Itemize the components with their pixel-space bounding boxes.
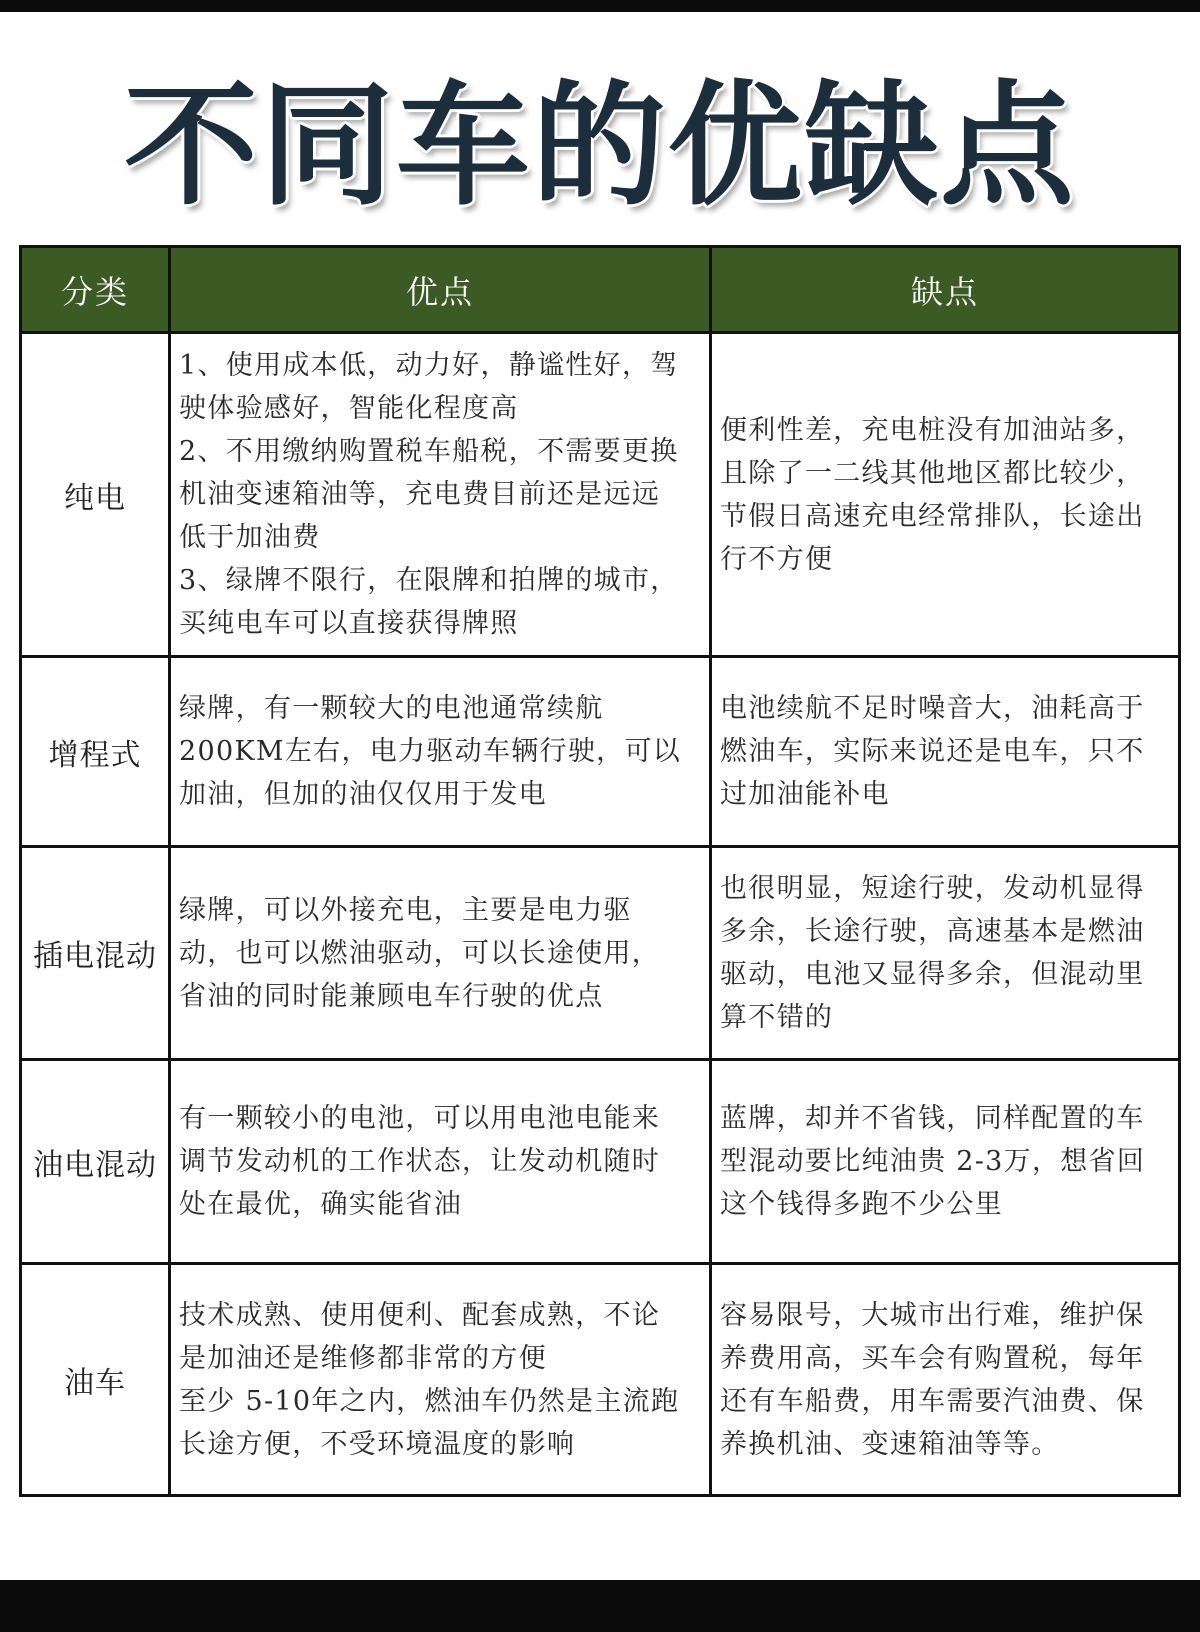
top-black-bar xyxy=(0,0,1200,12)
header-pros-cell xyxy=(171,248,712,334)
pros-text-line: 至少 5-10年之内，燃油车仍然是主流跑 xyxy=(179,1385,680,1417)
pros-text-line: 加油，但加的油仅仅用于发电 xyxy=(179,779,547,810)
cons-text-line: 燃油车，实际来说还是电车，只不 xyxy=(720,736,1145,767)
cons-cell xyxy=(712,658,1178,848)
pros-text-line: 绿牌，可以外接充电，主要是电力驱 xyxy=(179,894,632,926)
cons-text-line: 算不错的 xyxy=(720,1002,834,1033)
cons-text-line: 还有车船费，用车需要汽油费、保 xyxy=(720,1385,1145,1417)
pros-text-line: 3、绿牌不限行，在限牌和拍牌的城市， xyxy=(179,565,679,596)
cons-text-line: 电池续航不足时噪音大，油耗高于 xyxy=(720,693,1145,724)
pros-text-line: 驶体验感好，智能化程度高 xyxy=(179,393,519,424)
cons-text-line: 过加油能补电 xyxy=(720,779,890,810)
cons-text-line: 蓝牌，却并不省钱，同样配置的车 xyxy=(720,1103,1145,1134)
category-label: 纯电 xyxy=(64,480,126,516)
category-label: 增程式 xyxy=(48,737,142,773)
category-cell xyxy=(22,1061,171,1265)
cons-cell xyxy=(712,1265,1178,1494)
cons-text-line: 驱动，电池又显得多余，但混动里 xyxy=(720,959,1145,990)
header-cons-label: 缺点 xyxy=(910,272,979,311)
pros-text-line: 2、不用缴纳购置税车船税，不需要更换 xyxy=(179,436,679,467)
cons-text-line: 养费用高，买车会有购置税，每年 xyxy=(720,1342,1145,1374)
category-label: 插电混动 xyxy=(33,939,157,974)
cons-text-line: 型混动要比纯油贵 2-3万，想省回 xyxy=(720,1146,1146,1177)
cons-cell xyxy=(712,1061,1178,1265)
cons-cell xyxy=(712,848,1178,1061)
pros-cell xyxy=(171,658,712,848)
category-label: 油车 xyxy=(64,1365,126,1401)
category-label: 油电混动 xyxy=(33,1147,157,1183)
pros-cell xyxy=(171,1265,712,1494)
pros-text-line: 买纯电车可以直接获得牌照 xyxy=(179,608,519,639)
cons-text-line: 便利性差，充电桩没有加油站多， xyxy=(720,414,1145,446)
pros-text-line: 1、使用成本低，动力好，静谧性好，驾 xyxy=(179,350,679,381)
category-cell xyxy=(22,848,171,1061)
cons-text-line: 节假日高速充电经常排队，长途出 xyxy=(720,500,1145,532)
cons-cell xyxy=(712,334,1178,658)
category-cell xyxy=(22,658,171,848)
header-pros-label: 优点 xyxy=(405,272,474,311)
pros-text-line: 动，也可以燃油驱动，可以长途使用， xyxy=(179,937,661,969)
pros-text-line: 省油的同时能兼顾电车行驶的优点 xyxy=(179,980,604,1012)
pros-text-line: 低于加油费 xyxy=(179,522,321,553)
bottom-black-bar xyxy=(0,1580,1200,1632)
category-cell xyxy=(22,1265,171,1494)
header-category-label: 分类 xyxy=(60,272,129,311)
pros-text-line: 调节发动机的工作状态，让发动机随时 xyxy=(179,1146,661,1177)
cons-text-line: 容易限号，大城市出行难，维护保 xyxy=(720,1299,1145,1331)
pros-text-line: 处在最优，确实能省油 xyxy=(179,1189,462,1220)
pros-text-line: 绿牌，有一颗较大的电池通常续航 xyxy=(179,693,604,724)
pros-text-line: 长途方便，不受环境温度的影响 xyxy=(179,1428,576,1460)
cons-text-line: 也很明显，短途行驶，发动机显得 xyxy=(720,873,1145,904)
page-title: 不同车的优缺点 xyxy=(123,68,1076,224)
header-cons-cell xyxy=(712,248,1178,334)
pros-cell xyxy=(171,1061,712,1265)
pros-text-line: 机油变速箱油等，充电费目前还是远远 xyxy=(179,479,661,510)
pros-cell xyxy=(171,848,712,1061)
pros-text-line: 有一颗较小的电池，可以用电池电能来 xyxy=(179,1103,661,1134)
pros-text-line: 200KM左右，电力驱动车辆行驶，可以 xyxy=(179,736,682,767)
cons-text-line: 养换机油、变速箱油等等。 xyxy=(720,1428,1060,1460)
category-cell xyxy=(22,334,171,658)
pros-text-line: 技术成熟、使用便利、配套成熟，不论 xyxy=(179,1299,661,1331)
header-category-cell xyxy=(22,248,171,334)
pros-cell xyxy=(171,334,712,658)
cons-text-line: 多余，长途行驶，高速基本是燃油 xyxy=(720,916,1145,947)
comparison-table xyxy=(19,245,1181,1497)
cons-text-line: 这个钱得多跑不少公里 xyxy=(720,1189,1003,1220)
cons-text-line: 且除了一二线其他地区都比较少， xyxy=(720,457,1145,489)
pros-text-line: 是加油还是维修都非常的方便 xyxy=(179,1342,547,1374)
cons-text-line: 行不方便 xyxy=(720,543,834,575)
